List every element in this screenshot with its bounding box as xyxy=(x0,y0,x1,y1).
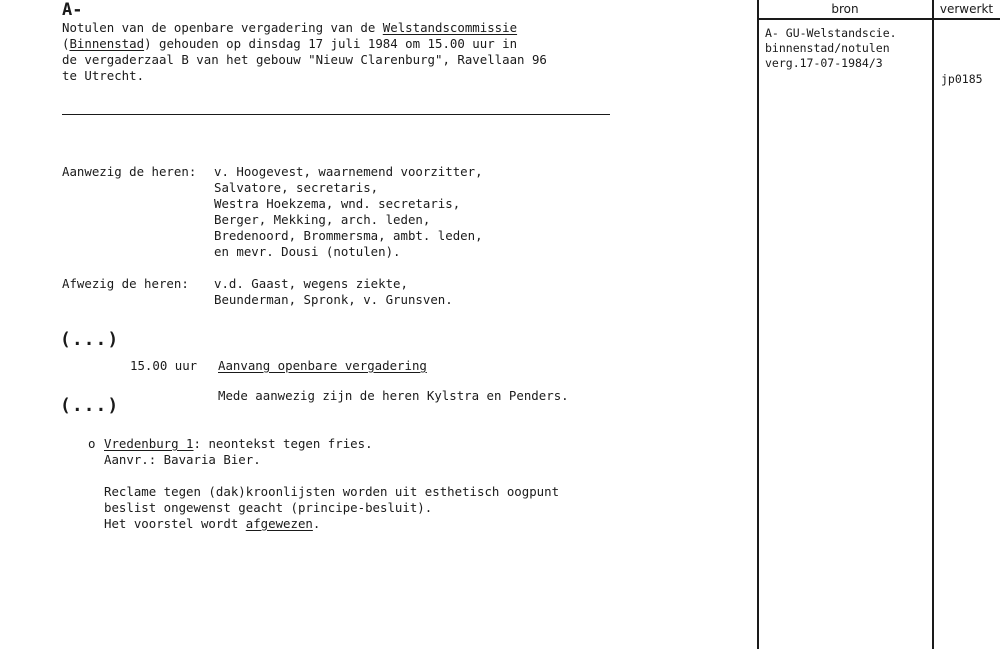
omission-marker: (...) xyxy=(60,329,120,350)
header-divider xyxy=(62,114,610,115)
sidebar-header-rule xyxy=(757,18,1000,20)
decision-verdict: afgewezen xyxy=(245,516,313,531)
sidebar-column-divider xyxy=(932,0,934,649)
title-line-1: Notulen van de openbare vergadering van de Welstandscommissie xyxy=(62,20,518,35)
title-line-3: de vergaderzaal B van het gebouw "Nieuw Clarenburg", Ravellaan 96 xyxy=(62,52,547,67)
source-line: A- GU-Welstandscie. xyxy=(765,26,897,40)
opening-heading: Aanvang openbare vergadering xyxy=(218,358,427,373)
decision-line: Reclame tegen (dak)kroonlijsten worden uit esthetisch oogpunt xyxy=(104,484,560,499)
omission-marker: (...) xyxy=(60,395,120,416)
present-entry: en mevr. Dousi (notulen). xyxy=(214,244,401,259)
absent-label: Afwezig de heren: xyxy=(62,276,189,291)
also-present-note: Mede aanwezig zijn de heren Kylstra en Penders. xyxy=(218,388,569,403)
title-line-2: (Binnenstad) gehouden op dinsdag 17 juli 1984 om 15.00 uur in xyxy=(62,36,518,51)
item-bullet: o xyxy=(88,436,96,451)
committee-district: Binnenstad xyxy=(69,36,145,51)
absent-entry: v.d. Gaast, wegens ziekte, xyxy=(214,276,408,291)
item-location: Vredenburg 1 xyxy=(104,436,194,451)
decision-line: Het voorstel wordt afgewezen. xyxy=(104,516,321,531)
absent-entry: Beunderman, Spronk, v. Grunsven. xyxy=(214,292,453,307)
present-label: Aanwezig de heren: xyxy=(62,164,197,179)
title-line-4: te Utrecht. xyxy=(62,68,145,83)
item-applicant: Aanvr.: Bavaria Bier. xyxy=(104,452,261,467)
present-entry: v. Hoogevest, waarnemend voorzitter, xyxy=(214,164,483,179)
present-entry: Salvatore, secretaris, xyxy=(214,180,379,195)
sidebar-left-border xyxy=(757,0,759,649)
column-header-verwerkt: verwerkt xyxy=(939,2,994,16)
present-entry: Bredenoord, Brommersma, ambt. leden, xyxy=(214,228,483,243)
decision-line: beslist ongewenst geacht (principe-besluit). xyxy=(104,500,433,515)
column-header-bron: bron xyxy=(831,2,859,16)
processed-code: jp0185 xyxy=(941,72,983,86)
source-line: verg.17-07-1984/3 xyxy=(765,56,883,70)
opening-time: 15.00 uur xyxy=(130,358,198,373)
source-line: binnenstad/notulen xyxy=(765,41,890,55)
document-marker: A- xyxy=(62,0,83,20)
item-title: Vredenburg 1: neontekst tegen fries. xyxy=(104,436,373,451)
present-entry: Westra Hoekzema, wnd. secretaris, xyxy=(214,196,461,211)
committee-name: Welstandscommissie xyxy=(382,20,518,35)
present-entry: Berger, Mekking, arch. leden, xyxy=(214,212,431,227)
